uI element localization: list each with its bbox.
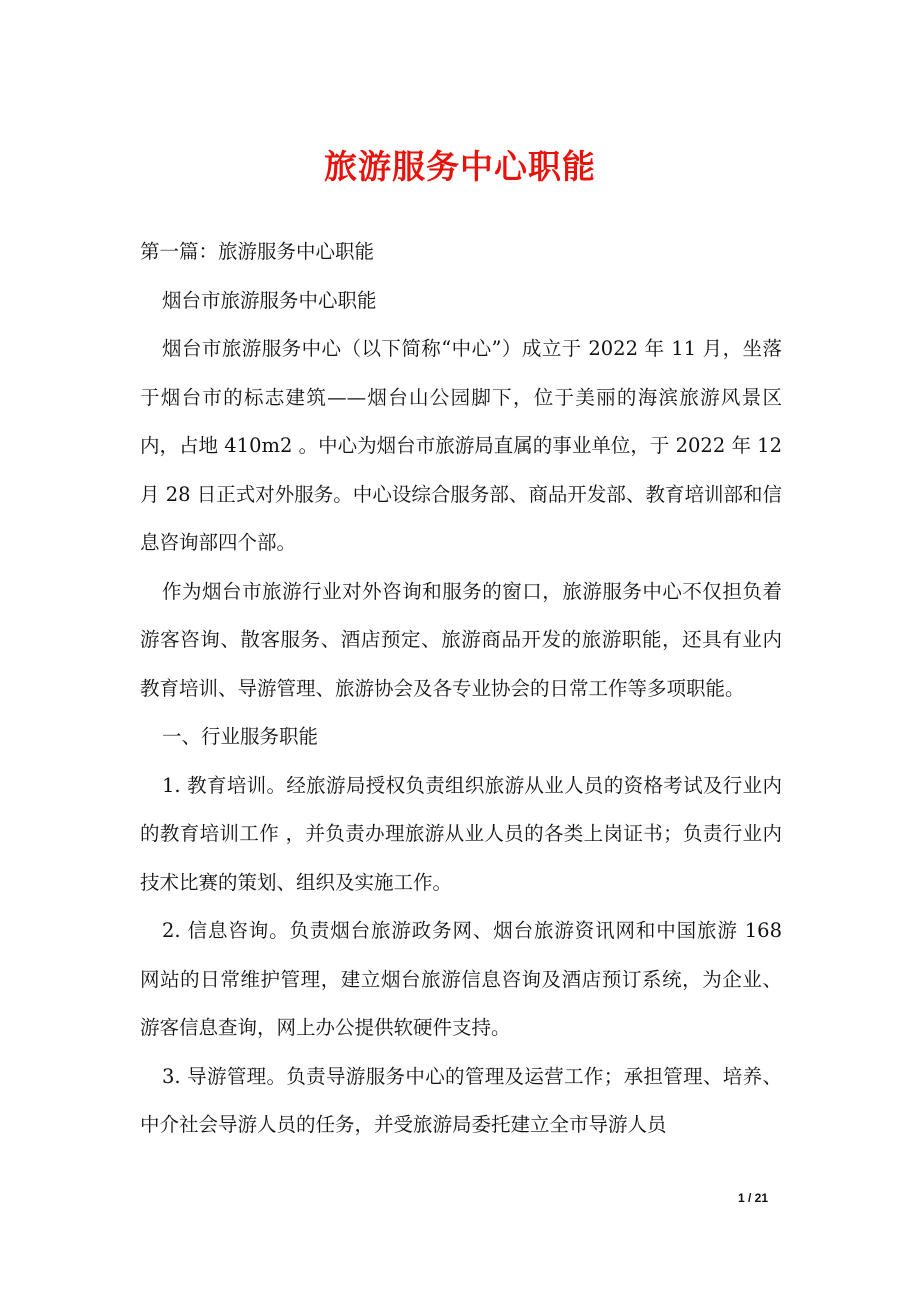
item-guide-management: 3. 导游管理。负责导游服务中心的管理及运营工作；承担管理、培养、中介社会导游人员的任务，并受旅游局委托建立全市导游人员 xyxy=(140,1064,782,1136)
document-body xyxy=(140,228,782,1150)
document-title: 旅游服务中心职能 xyxy=(324,147,596,186)
item-education-training: 1. 教育培训。经旅游局授权负责组织旅游从业人员的资格考试及行业内的教育培训工作 ，并负责办理旅游从业人员的各类上岗证书；负责行业内技术比赛的策划、组织及实施工作。 xyxy=(140,773,782,894)
paragraph-functions: 作为烟台市旅游行业对外咨询和服务的窗口，旅游服务中心不仅担负着游客咨询、散客服务、酒店预定、旅游商品开发的旅游职能，还具有业内教育培训、导游管理、旅游协会及各专业协会的日常工作等多项职能。 xyxy=(140,579,782,700)
paragraph-intro: 烟台市旅游服务中心（以下简称“中心”）成立于 2022 年 11 月，坐落于烟台市的标志建筑——烟台山公园脚下，位于美丽的海滨旅游风景区内，占地 410m2 。中心为烟台市旅游局直属的事业单位，于 2022 年 12 月 28 日正式对外服务。中心设综合服务部、商品开发部、教育培训部和信息咨询部四个部。 xyxy=(140,337,782,554)
section-industry-services: 一、行业服务职能 xyxy=(162,725,319,748)
page-number: 1 / 21 xyxy=(738,1191,769,1205)
subheading: 烟台市旅游服务中心职能 xyxy=(162,288,377,312)
item-information-consulting: 2. 信息咨询。负责烟台旅游政务网、烟台旅游资讯网和中国旅游 168 网站的日常维护管理，建立烟台旅游信息咨询及酒店预订系统，为企业、游客信息查询，网上办公提供软硬件支持。 xyxy=(140,919,782,1039)
section-heading: 第一篇：旅游服务中心职能 xyxy=(140,240,375,263)
